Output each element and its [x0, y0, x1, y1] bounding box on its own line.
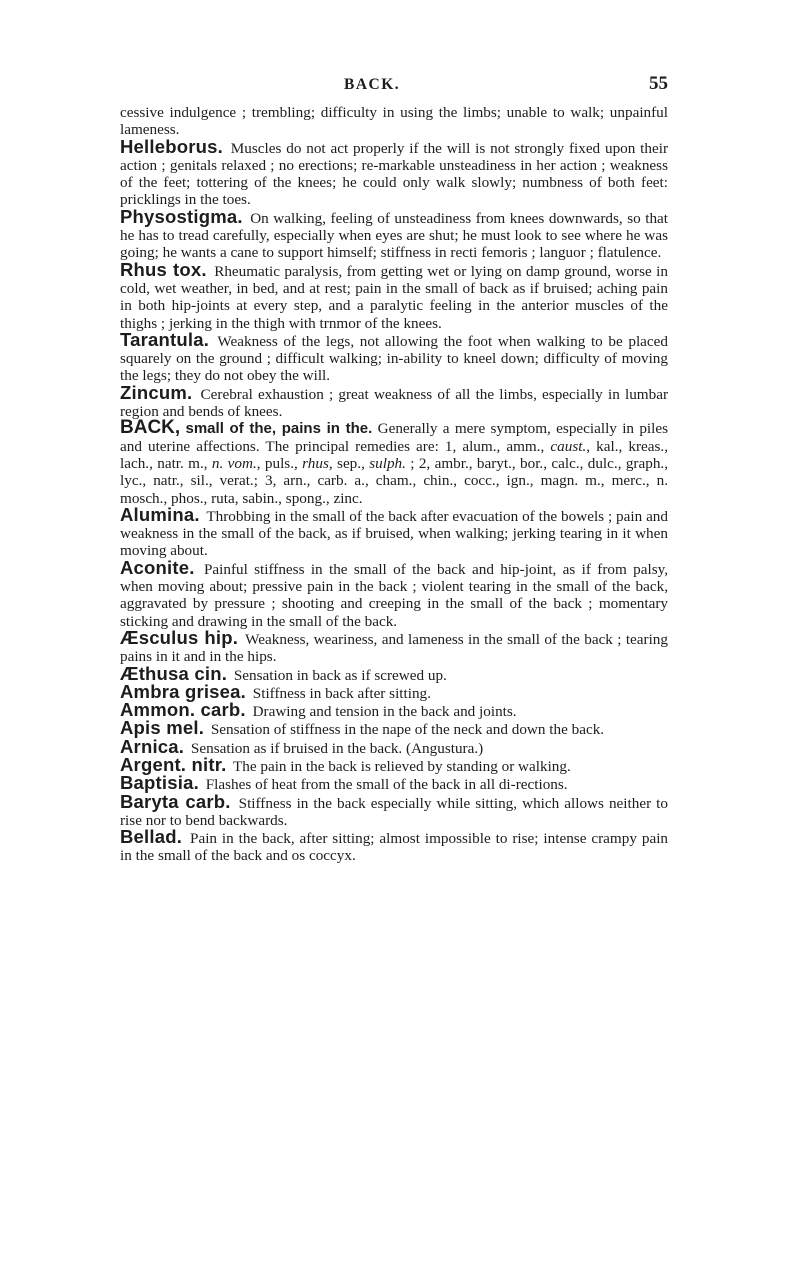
remedy-description: Stiffness in back after sitting.: [252, 684, 431, 702]
section-heading: BACK,: [120, 417, 181, 439]
remedy-description: Sensation as if bruised in the back. (Angustura.): [190, 739, 484, 757]
italic-remedy: sulph.: [369, 454, 406, 472]
entry-baryta-carb: [120, 790, 668, 830]
remedy-description: Throbbing in the small of the back after evacuation of the bowels ; pain and weakness in the small of the back, as if bruised, when walking; jerking tearing in it when moving about.: [120, 507, 668, 560]
entry-zincum: [120, 381, 668, 421]
remedy-name: Baryta carb.: [120, 790, 231, 812]
entry-bellad: [120, 826, 669, 865]
section-subheading: small of the, pains in the.: [185, 420, 373, 438]
entry-aesculus: [120, 626, 668, 666]
entry-argent-nitr: [120, 753, 668, 775]
remedy-name: Alumina.: [120, 503, 200, 525]
remedy-description: Pain in the back, after sitting; almost impossible to rise; intense crampy pain in the small of the back and os coccyx.: [120, 830, 669, 865]
entry-alumina: [120, 503, 668, 560]
entry-helleborus: [120, 135, 669, 209]
remedy-description: Sensation in back as if screwed up.: [233, 666, 447, 684]
remedy-description: Cerebral exhaustion ; great weakness of all the limbs, especially in lumbar region and bends of knees.: [120, 385, 668, 421]
remedy-name: Æsculus hip.: [120, 626, 239, 648]
paragraph-text: cessive indulgence ; trembling; difficulty in using the limbs; unable to walk; unpainful lameness.: [120, 104, 668, 139]
remedy-name: Apis mel.: [120, 717, 205, 739]
section-intro-text: ; 2, ambr., baryt., bor., calc., dulc., graph., lyc., natr., sil., verat.; 3, arn., carb. a., cham., chin., cocc., ign., magn. m., merc., n. mosch., phos., ruta, sabin., spong., zinc.: [120, 454, 669, 507]
running-head-section: BACK.: [344, 76, 401, 93]
continued-paragraph: [120, 104, 668, 139]
entry-apis: [120, 717, 668, 739]
remedy-description: Weakness, weariness, and lameness in the small of the back ; tearing pains in it and in the hips.: [120, 630, 668, 666]
remedy-description: Drawing and tension in the back and joints.: [252, 703, 517, 721]
entry-aconite: [120, 556, 669, 630]
remedy-name: Ammon. carb.: [120, 699, 246, 721]
remedy-name: Aconite.: [120, 556, 195, 578]
italic-remedy: n. vom.: [211, 454, 257, 472]
remedy-description: Flashes of heat from the small of the back in all di-rections.: [205, 776, 568, 794]
remedy-description: Sensation of stiffness in the nape of the neck and down the back.: [210, 721, 605, 739]
remedy-name: Baptisia.: [120, 772, 199, 794]
remedy-name: Rhus tox.: [120, 258, 207, 280]
remedy-description: Muscles do not act properly if the will is not strongly fixed upon their action ; genitals relaxed ; no erections; re-markable unsteadiness in her action ; weakness of the feet; tottering of the knees; he could only walk slowly; numbness of both feet: pricklings in the toes.: [120, 139, 669, 209]
section-back-small-of: [120, 417, 669, 507]
section-intro-text: Generally a mere symptom, especially in piles and uterine affections. The principal remedies are: 1, alum., amm.,: [120, 420, 669, 455]
remedy-description: Rheumatic paralysis, from getting wet or lying on damp ground, worse in cold, wet weather, in bed, and at rest; pain in the small of back as if bruised; aching pain in both hip-joints at every step, and a paralytic feeling in the anterior muscles of the thighs ; jerking in the thigh with trnmor of the knees.: [120, 262, 668, 332]
remedy-name: Ambra grisea.: [120, 680, 246, 702]
entry-physostigma: [120, 205, 668, 262]
remedy-description: On walking, feeling of unsteadiness from knees downwards, so that he has to tread carefully, especially when eyes are shut; he must look to see where he was going; he wants a cane to support himself; stiffness in recti femoris ; languor ; flatulence.: [120, 209, 668, 262]
remedy-description: Stiffness in the back especially while sitting, which allows neither to rise nor to bend backwards.: [120, 794, 668, 829]
page-number: 55: [649, 73, 668, 94]
remedy-name: Physostigma.: [120, 205, 243, 227]
section-intro-text: sep.,: [337, 454, 365, 472]
remedy-name: Helleborus.: [120, 135, 223, 157]
remedy-name: Zincum.: [120, 381, 193, 403]
page-body: [120, 104, 668, 865]
remedy-name: Tarantula.: [120, 328, 210, 350]
italic-remedy: caust.: [550, 437, 587, 455]
remedy-name: Æthusa cin.: [120, 662, 228, 684]
section-intro-text: , kal., kreas., lach., natr. m.,: [120, 437, 669, 472]
remedy-name: Arnica.: [120, 735, 185, 757]
entry-tarantula: [120, 328, 668, 385]
remedy-name: Bellad.: [120, 826, 183, 848]
running-head: [120, 73, 668, 100]
entry-rhus-tox: [120, 258, 668, 332]
remedy-name: Argent. nitr.: [120, 753, 227, 775]
remedy-description: Painful stiffness in the small of the back and hip-joint, as if from palsy, when moving about; pressive pain in the back ; violent tearing in the small of the back, aggravated by pressure ; shooting and creeping in the small of the back ; momentary sticking and drawing in the small of the back.: [120, 560, 669, 630]
remedy-description: The pain in the back is relieved by standing or walking.: [232, 757, 571, 775]
remedy-description: Weakness of the legs, not allowing the foot when walking to be placed squarely on the ground ; difficult walking; in-ability to kneel down; difficulty of moving the legs; they do not obey the will.: [120, 332, 668, 385]
section-intro-text: , puls.,: [256, 454, 298, 472]
italic-remedy: rhus,: [302, 454, 333, 472]
